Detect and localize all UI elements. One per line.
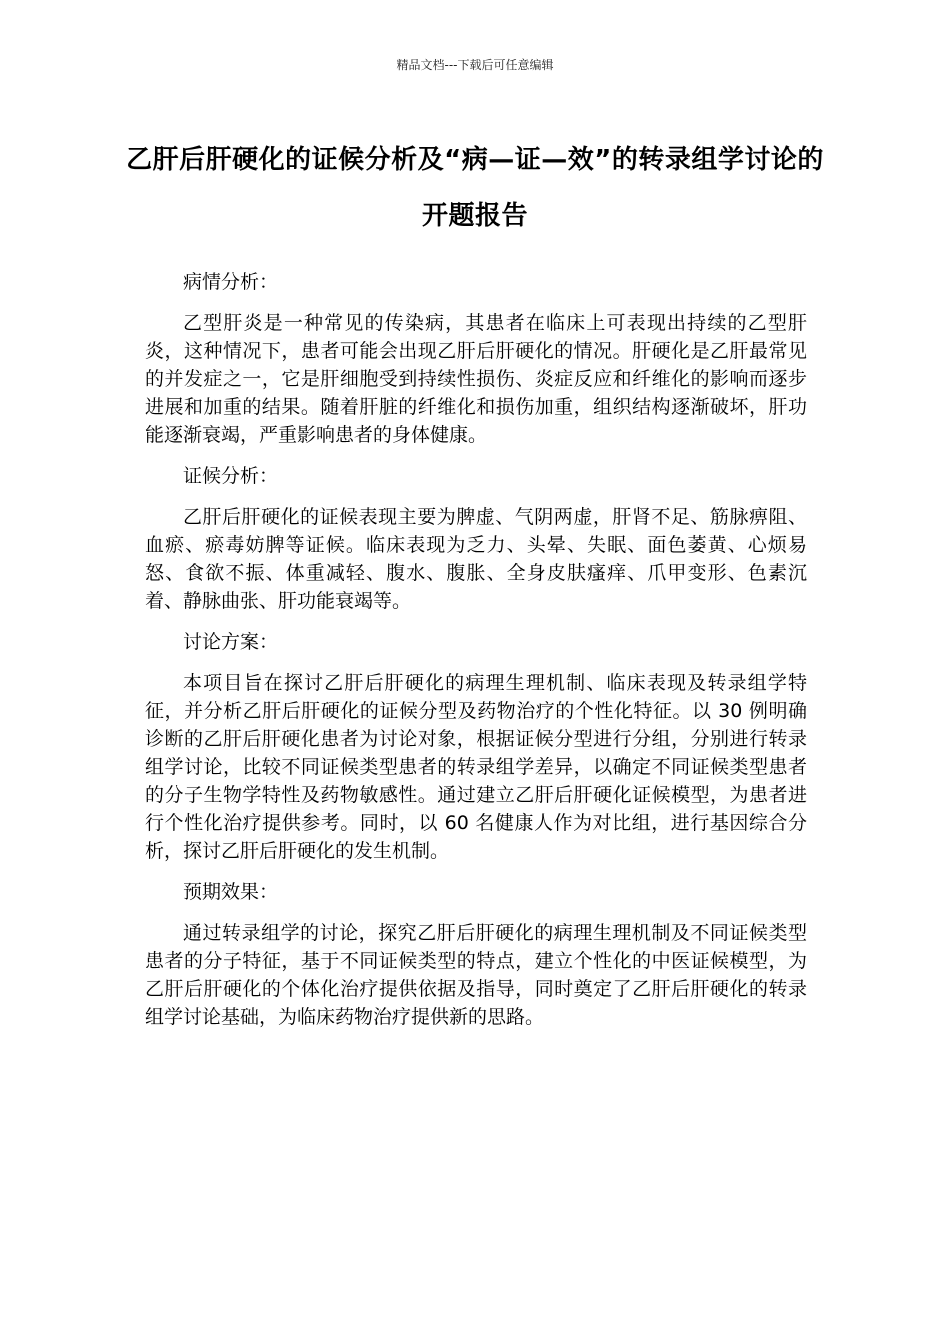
section-paragraph: 乙肝后肝硬化的证候表现主要为脾虚、气阴两虚，肝肾不足、筋脉痹阻、血瘀、瘀毒妨脾等证候。临床表现为乏力、头晕、失眠、面色萎黄、心烦易怒、食欲不振、体重减轻、腹水、腹胀、全身皮肤瘙痒、爪甲变形、色素沉着、静脉曲张、肝功能衰竭等。 (145, 506, 807, 612)
section-discussion-plan (145, 628, 807, 865)
section-paragraph: 通过转录组学的讨论，探究乙肝后肝硬化的病理生理机制及不同证候类型患者的分子特征，基于不同证候类型的特点，建立个性化的中医证候模型，为乙肝后肝硬化的个体化治疗提供依据及指导，同时奠定了乙肝后肝硬化的转录组学讨论基础，为临床药物治疗提供新的思路。 (145, 922, 807, 1028)
section-syndrome-analysis (145, 462, 807, 615)
section-heading: 证候分析： (183, 465, 279, 487)
header-note: 精品文档---下载后可任意编辑 (396, 58, 554, 72)
document-body (145, 268, 807, 1044)
section-heading: 讨论方案： (183, 631, 279, 653)
section-paragraph: 乙型肝炎是一种常见的传染病，其患者在临床上可表现出持续的乙型肝炎，这种情况下，患者可能会出现乙肝后肝硬化的情况。肝硬化是乙肝最常见的并发症之一，它是肝细胞受到持续性损伤、炎症反应和纤维化的影响而逐步进展和加重的结果。随着肝脏的纤维化和损伤加重，组织结构逐渐破坏，肝功能逐渐衰竭，严重影响患者的身体健康。 (145, 312, 807, 446)
section-heading: 预期效果： (183, 881, 279, 903)
section-expected-results (145, 878, 807, 1031)
document-title: 乙肝后肝硬化的证候分析及“病—证—效”的转录组学讨论的开题报告 (126, 145, 824, 231)
section-heading: 病情分析： (183, 271, 279, 293)
section-condition-analysis (145, 268, 807, 449)
section-paragraph: 本项目旨在探讨乙肝后肝硬化的病理生理机制、临床表现及转录组学特征，并分析乙肝后肝硬化的证候分型及药物治疗的个性化特征。以 30 例明确诊断的乙肝后肝硬化患者为讨论对象，根据证候分型进行分组，分别进行转录组学讨论，比较不同证候类型患者的转录组学差异，以确定不同证候类型患者的分子生物学特性及药物敏感性。通过建立乙肝后肝硬化证候模型，为患者进行个性化治疗提供参考。同时，以 60 名健康人作为对比组，进行基因综合分析，探讨乙肝后肝硬化的发生机制。 (145, 672, 807, 862)
